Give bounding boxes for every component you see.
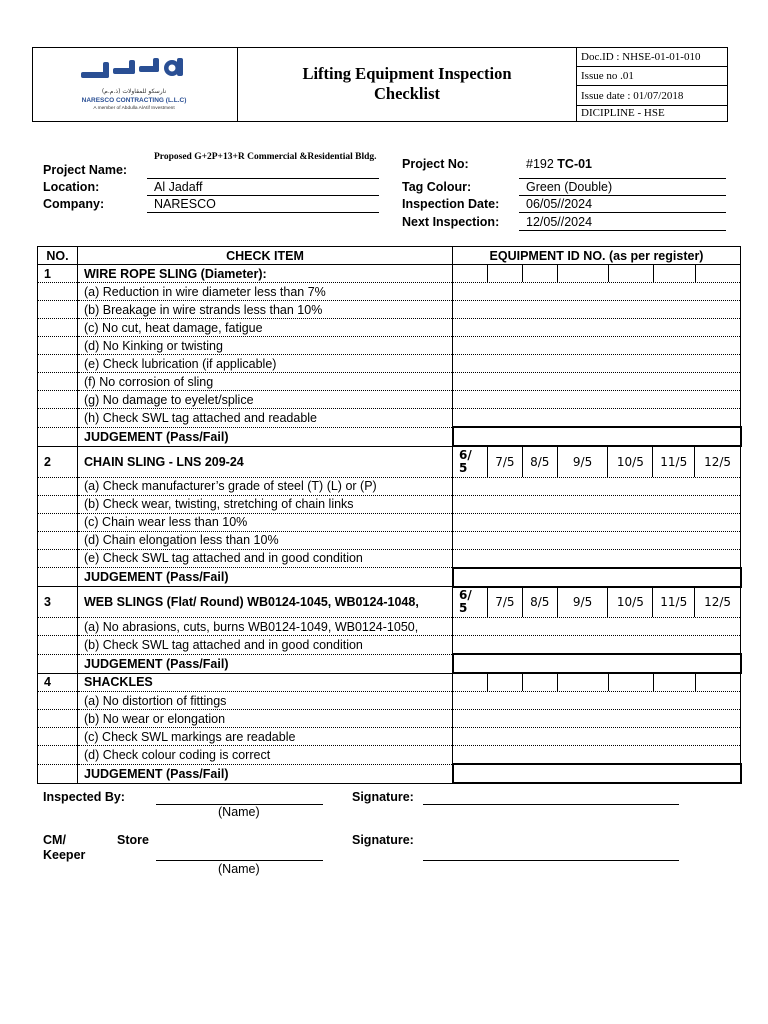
issue-date: Issue date : 01/07/2018 [577, 86, 727, 106]
inspection-date-cell: 8/5 [523, 447, 558, 477]
check-item-row [38, 373, 741, 391]
check-result-cell[interactable] [453, 710, 741, 728]
row-number-cell [38, 373, 78, 391]
inspection-date-cell: 10/5 [608, 447, 653, 477]
inspection-date-cell: 7/5 [488, 447, 523, 477]
check-result-cell[interactable] [453, 495, 741, 513]
check-result-cell[interactable] [453, 513, 741, 531]
row-number-cell [38, 636, 78, 655]
check-item-text: (c) Check SWL markings are readable [78, 728, 453, 746]
next-inspection-value: 12/05//2024 [526, 215, 593, 229]
row-number-cell [38, 319, 78, 337]
check-result-cell[interactable] [453, 549, 741, 568]
judgement-row [38, 568, 741, 587]
check-item-row [38, 531, 741, 549]
equipment-id-cells[interactable] [453, 673, 741, 692]
inspection-dates-cells [453, 587, 741, 618]
row-number-cell [38, 531, 78, 549]
check-item-row [38, 513, 741, 531]
section-title-row [38, 446, 741, 477]
row-number-cell [38, 513, 78, 531]
check-item-text: (e) Check SWL tag attached and in good condition [78, 549, 453, 568]
check-item-row [38, 477, 741, 495]
judgement-result-box[interactable] [453, 427, 741, 446]
section-number: 1 [38, 265, 78, 283]
checklist-body [38, 265, 741, 784]
signature-line-2[interactable] [423, 860, 679, 861]
row-number-cell [38, 355, 78, 373]
check-result-cell[interactable] [453, 337, 741, 355]
section-title: WIRE ROPE SLING (Diameter): [78, 265, 453, 283]
section-title-row [38, 673, 741, 692]
check-item-row [38, 301, 741, 319]
location-value: Al Jadaff [154, 180, 203, 194]
inspection-date-cell: 6/ 5 [453, 447, 488, 477]
row-number-cell [38, 746, 78, 765]
row-number-cell [38, 337, 78, 355]
check-item-text: (a) No abrasions, cuts, burns WB0124-1049, WB0124-1050, [78, 618, 453, 636]
check-item-text: (h) Check SWL tag attached and readable [78, 409, 453, 428]
inspection-date-cell: 6/ 5 [453, 588, 488, 618]
check-item-row [38, 283, 741, 301]
tag-colour-label: Tag Colour: [402, 180, 472, 194]
check-item-text: (a) Check manufacturer’s grade of steel (T) (L) or (P) [78, 477, 453, 495]
signature-line[interactable] [423, 804, 679, 805]
row-number-cell [38, 549, 78, 568]
check-result-cell[interactable] [453, 283, 741, 301]
judgement-row [38, 427, 741, 446]
check-result-cell[interactable] [453, 692, 741, 710]
row-number-cell [38, 409, 78, 428]
col-equipment-header: EQUIPMENT ID NO. (as per register) [453, 247, 741, 265]
check-item-row [38, 495, 741, 513]
equipment-id-cells[interactable] [453, 265, 741, 283]
check-item-row [38, 710, 741, 728]
check-item-text: (d) Check colour coding is correct [78, 746, 453, 765]
issue-no: Issue no .01 [577, 67, 727, 86]
check-item-text: (b) Breakage in wire strands less than 10% [78, 301, 453, 319]
check-item-row [38, 409, 741, 428]
project-no-label: Project No: [402, 157, 469, 171]
row-number-cell [38, 692, 78, 710]
cm-label: CM/ [43, 833, 66, 847]
check-item-text: (c) Chain wear less than 10% [78, 513, 453, 531]
row-number-cell [38, 477, 78, 495]
section-number: 3 [38, 587, 78, 618]
check-item-row [38, 692, 741, 710]
inspection-date-cell: 7/5 [488, 588, 523, 618]
check-item-row [38, 337, 741, 355]
inspection-date-cell: 11/5 [653, 588, 695, 618]
inspection-date-cell: 10/5 [608, 588, 653, 618]
check-item-text: (a) Reduction in wire diameter less than 7% [78, 283, 453, 301]
doc-id: Doc.ID : NHSE-01-01-010 [577, 48, 727, 67]
check-item-text: (a) No distortion of fittings [78, 692, 453, 710]
row-number-cell [38, 427, 78, 446]
project-name-label: Project Name: [43, 163, 128, 177]
row-number-cell [38, 301, 78, 319]
judgement-result-box[interactable] [453, 654, 741, 673]
svg-text:نارسكو للمقاولات (ذ.م.م): نارسكو للمقاولات (ذ.م.م) [101, 88, 167, 95]
check-item-row [38, 391, 741, 409]
check-item-row [38, 746, 741, 765]
inspection-date-cell: 12/5 [704, 454, 732, 469]
check-result-cell[interactable] [453, 319, 741, 337]
store-label: Store [117, 833, 149, 847]
section-title: CHAIN SLING - LNS 209-24 [78, 446, 453, 477]
row-number-cell [38, 710, 78, 728]
check-item-text: (e) Check lubrication (if applicable) [78, 355, 453, 373]
location-label: Location: [43, 180, 100, 194]
inspection-dates-cells [453, 446, 741, 477]
check-item-row [38, 636, 741, 655]
check-item-text: (c) No cut, heat damage, fatigue [78, 319, 453, 337]
check-result-cell[interactable] [453, 618, 741, 636]
signature-label: Signature: [352, 790, 414, 804]
row-number-cell [38, 391, 78, 409]
check-result-cell[interactable] [453, 531, 741, 549]
check-item-text: (b) No wear or elongation [78, 710, 453, 728]
section-title: SHACKLES [78, 673, 453, 692]
check-item-text: (g) No damage to eyelet/splice [78, 391, 453, 409]
row-number-cell [38, 654, 78, 673]
check-item-text: (b) Check SWL tag attached and in good condition [78, 636, 453, 655]
document-header [32, 47, 728, 122]
check-result-cell[interactable] [453, 746, 741, 765]
check-item-row [38, 319, 741, 337]
check-item-text: (d) Chain elongation less than 10% [78, 531, 453, 549]
check-item-text: (d) No Kinking or twisting [78, 337, 453, 355]
section-title-row [38, 265, 741, 283]
inspected-by-label: Inspected By: [43, 790, 125, 804]
inspection-date-cell: 11/5 [653, 447, 695, 477]
row-number-cell [38, 568, 78, 587]
check-result-cell[interactable] [453, 477, 741, 495]
check-result-cell[interactable] [453, 636, 741, 655]
check-item-row [38, 355, 741, 373]
check-item-row [38, 549, 741, 568]
name-hint: (Name) [218, 805, 260, 819]
check-result-cell[interactable] [453, 355, 741, 373]
col-no-header: NO. [38, 247, 78, 265]
discipline: DICIPLINE - HSE [581, 107, 665, 119]
project-name-value: Proposed G+2P+13+R Commercial &Residential Bldg. [154, 152, 377, 162]
section-title-row [38, 587, 741, 618]
naresco-logo [73, 56, 195, 118]
next-inspection-label: Next Inspection: [402, 215, 500, 229]
checklist-table [37, 246, 742, 784]
name-hint-2: (Name) [218, 862, 260, 876]
store-keeper-name-line[interactable] [156, 860, 323, 861]
check-item-text: (f) No corrosion of sling [78, 373, 453, 391]
col-check-item-header: CHECK ITEM [78, 247, 453, 265]
check-result-cell[interactable] [453, 728, 741, 746]
judgement-result-box[interactable] [453, 568, 741, 587]
judgement-row [38, 764, 741, 783]
company-value: NARESCO [154, 197, 216, 211]
company-label: Company: [43, 197, 105, 211]
check-result-cell[interactable] [453, 301, 741, 319]
judgement-label: JUDGEMENT (Pass/Fail) [78, 764, 453, 783]
check-item-row [38, 618, 741, 636]
inspection-date-cell: 8/5 [523, 588, 558, 618]
judgement-result-box[interactable] [453, 764, 741, 783]
project-no-value: #192 TC-01 [526, 157, 593, 171]
section-number: 4 [38, 673, 78, 692]
signature-label-2: Signature: [352, 833, 414, 847]
judgement-label: JUDGEMENT (Pass/Fail) [78, 568, 453, 587]
inspection-date-cell: 9/5 [558, 447, 609, 477]
inspection-date-value: 06/05//2024 [526, 197, 593, 211]
svg-text:NARESCO CONTRACTING (L.L.C): NARESCO CONTRACTING (L.L.C) [81, 97, 187, 104]
judgement-label: JUDGEMENT (Pass/Fail) [78, 427, 453, 446]
keeper-label: Keeper [43, 848, 86, 862]
check-result-cell[interactable] [453, 391, 741, 409]
row-number-cell [38, 728, 78, 746]
row-number-cell [38, 495, 78, 513]
tag-colour-value: Green (Double) [526, 180, 613, 194]
svg-text:A member of Abdulla AlAtif Inv: A member of Abdulla AlAtif Investment [93, 106, 175, 111]
check-item-text: (b) Check wear, twisting, stretching of chain links [78, 495, 453, 513]
check-result-cell[interactable] [453, 409, 741, 428]
row-number-cell [38, 283, 78, 301]
row-number-cell [38, 764, 78, 783]
document-title: Lifting Equipment Inspection Checklist [302, 64, 512, 103]
inspection-date-cell: 12/5 [704, 595, 732, 610]
section-number: 2 [38, 446, 78, 477]
section-title: WEB SLINGS (Flat/ Round) WB0124-1045, WB0124-1048, [78, 587, 453, 618]
check-item-row [38, 728, 741, 746]
judgement-row [38, 654, 741, 673]
inspection-date-cell: 9/5 [558, 588, 609, 618]
judgement-label: JUDGEMENT (Pass/Fail) [78, 654, 453, 673]
inspection-date-label: Inspection Date: [402, 197, 500, 211]
row-number-cell [38, 618, 78, 636]
check-result-cell[interactable] [453, 373, 741, 391]
